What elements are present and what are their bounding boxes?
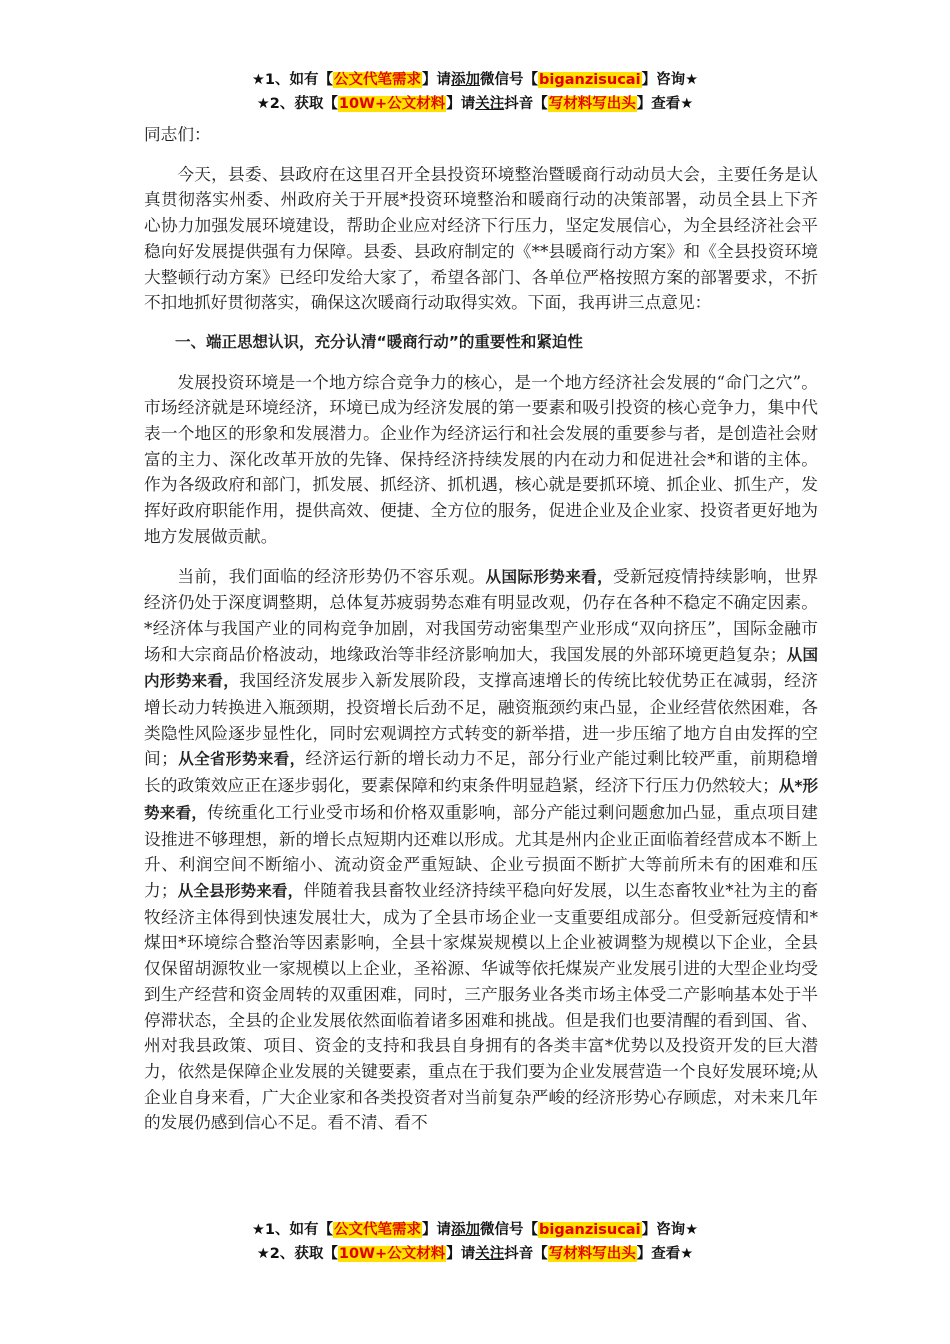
ad-text: ★2、获取【 <box>256 96 338 112</box>
ad-text: 】咨询★ <box>641 72 699 88</box>
ad-line-2 <box>0 1242 950 1266</box>
ad-highlight: 写材料写出头 <box>548 1246 636 1262</box>
paragraph-text: 伴随着我县畜牧业经济持续平稳向好发展，以生态畜牧业*社为主的畜牧经济主体得到快速发展壮大，成为了全县市场企业一支重要组成部分。但受新冠疫情和*煤田*环境综合整治等因素影响，全县十家煤炭规模以上企业被调整为规模以下企业，全县仅保留胡源牧业一家规模以上企业，圣裕源、华诚等依托煤炭产业发展引进的大型企业均受到生产经营和资金周转的双重困难，同时，三产服务业各类市场主体受二产影响基本处于半停滞状态，全县的企业发展依然面临着诸多困难和挑战。但是我们也要清醒的看到国、省、州对我县政策、项目、资金的支持和我县自身拥有的各类丰富*优势以及投资开发的巨大潜力，依然是保障企业发展的关键要素，重点在于我们要为企业发展营造一个良好发展环境;从企业自身来看，广大企业家和各类投资者对当前复杂严峻的经济形势心存顾虑，对未来几年的发展仍感到信心不足。看不清、看不 <box>144 879 819 1133</box>
ad-highlight: 公文代笔需求 <box>334 1222 422 1238</box>
ad-text: 】请 <box>422 1222 452 1238</box>
ad-banner-bottom <box>0 1218 950 1266</box>
paragraph-1: 发展投资环境是一个地方综合竞争力的核心，是一个地方经济社会发展的“命门之穴”。市场经济就是环境经济，环境已成为经济发展的第一要素和吸引投资的核心竞争力，集中代表一个地区的形象和发展潜力。企业作为经济运行和社会发展的重要参与者，是创造社会财富的主力、深化改革开放的先锋、保持经济持续发展的内在动力和促进社会*和谐的主体。作为各级政府和部门，抓发展、抓经济、抓机遇，核心就是要抓环境、抓企业、抓生产，发挥好政府职能作用，提供高效、便捷、全方位的服务，促进企业及企业家、投资者更好地为地方发展做贡献。 <box>144 371 818 546</box>
ad-highlight: 公文代笔需求 <box>334 72 422 88</box>
ad-text: 】请 <box>446 96 476 112</box>
ad-text: ★2、获取【 <box>256 1246 338 1262</box>
bold-lead-domestic: 从国内形势来看， <box>144 645 818 691</box>
ad-text: 抖音【 <box>504 96 548 112</box>
ad-text: ★1、如有【 <box>251 72 334 88</box>
paragraph-text: 经济运行新的增长动力不足，部分行业产能过剩比较严重，前期稳增长的政策效应正在逐步弱化，要素保障和约束条件明显趋紧，经济下行压力仍然较大； <box>144 748 819 796</box>
ad-text: 微信号【 <box>480 72 539 88</box>
ad-text: 】咨询★ <box>641 1222 699 1238</box>
ad-text: 】请 <box>422 72 452 88</box>
section-heading-1: 一、端正思想认识，充分认清“暖商行动”的重要性和紧迫性 <box>175 332 583 351</box>
ad-underlined: 添加 <box>451 1222 481 1238</box>
bold-lead-international: 从国际形势来看， <box>485 567 614 586</box>
bold-lead-prefecture: 从*形势来看， <box>144 777 819 822</box>
ad-underlined: 关注 <box>475 1246 505 1262</box>
ad-highlight: biganzisucai <box>539 72 641 88</box>
ad-highlight: 10W+公文材料 <box>338 96 446 112</box>
ad-text: 微信号【 <box>480 1222 539 1238</box>
ad-line-1 <box>0 68 950 92</box>
paragraph-text: 我国经济发展步入新发展阶段，支撑高速增长的传统比较优势正在减弱，经济增长动力转换进入瓶颈期，投资增长后劲不足，融资瓶颈约束凸显，企业经营依然困难，各类隐性风险逐步显性化，同时宏观调控方式转变的新举措，进一步压缩了地方自由发挥的空间； <box>144 670 818 769</box>
bold-lead-county: 从全县形势来看， <box>177 881 304 900</box>
ad-text: 】请 <box>446 1246 476 1262</box>
document-body <box>144 122 818 1150</box>
ad-text: 】查看★ <box>636 96 694 112</box>
paragraph-text: 当前，我们面临的经济形势仍不容乐观。 <box>177 565 486 586</box>
ad-underlined: 添加 <box>451 72 481 88</box>
ad-highlight: 10W+公文材料 <box>338 1246 446 1262</box>
ad-text: ★1、如有【 <box>251 1222 334 1238</box>
ad-highlight: 写材料写出头 <box>548 96 636 112</box>
paragraph-text: 受新冠疫情持续影响，世界经济仍处于深度调整期，总体复苏疲弱势态难有明显改观，仍存在各种不稳定不确定因素。*经济体与我国产业的同构竞争加剧，对我国劳动密集型产业形成“双向挤压”，国际金融市场和大宗商品价格波动，地缘政治等非经济影响加大，我国发展的外部环境更趋复杂； <box>144 565 819 664</box>
ad-underlined: 关注 <box>475 96 505 112</box>
ad-banner-top <box>0 68 950 116</box>
ad-text: 抖音【 <box>504 1246 548 1262</box>
salutation: 同志们： <box>144 124 211 144</box>
paragraph-text: 传统重化工行业受市场和价格双重影响，部分产能过剩问题愈加凸显，重点项目建设推进不够理想，新的增长点短期内还难以形成。尤其是州内企业正面临着经营成本不断上升、利润空间不断缩小、流动资金严重短缺、企业亏损面不断扩大等前所未有的困难和压力； <box>144 801 818 900</box>
ad-text: 】查看★ <box>636 1246 694 1262</box>
ad-line-2 <box>0 92 950 116</box>
bold-lead-province: 从全省形势来看， <box>177 750 306 769</box>
ad-line-1 <box>0 1218 950 1242</box>
intro-paragraph: 今天，县委、县政府在这里召开全县投资环境整治暨暖商行动动员大会，主要任务是认真贯彻落实州委、州政府关于开展*投资环境整治和暖商行动的决策部署，动员全县上下齐心协力加强发展环境建设，帮助企业应对经济下行压力，坚定发展信心，为全县经济社会平稳向好发展提供强有力保障。县委、县政府制定的《**县暖商行动方案》和《全县投资环境大整顿行动方案》已经印发给大家了，希望各部门、各单位严格按照方案的部署要求，不折不扣地抓好贯彻落实，确保这次暖商行动取得实效。下面，我再讲三点意见： <box>144 163 818 313</box>
paragraph-2 <box>144 564 818 1136</box>
ad-highlight: biganzisucai <box>539 1222 641 1238</box>
